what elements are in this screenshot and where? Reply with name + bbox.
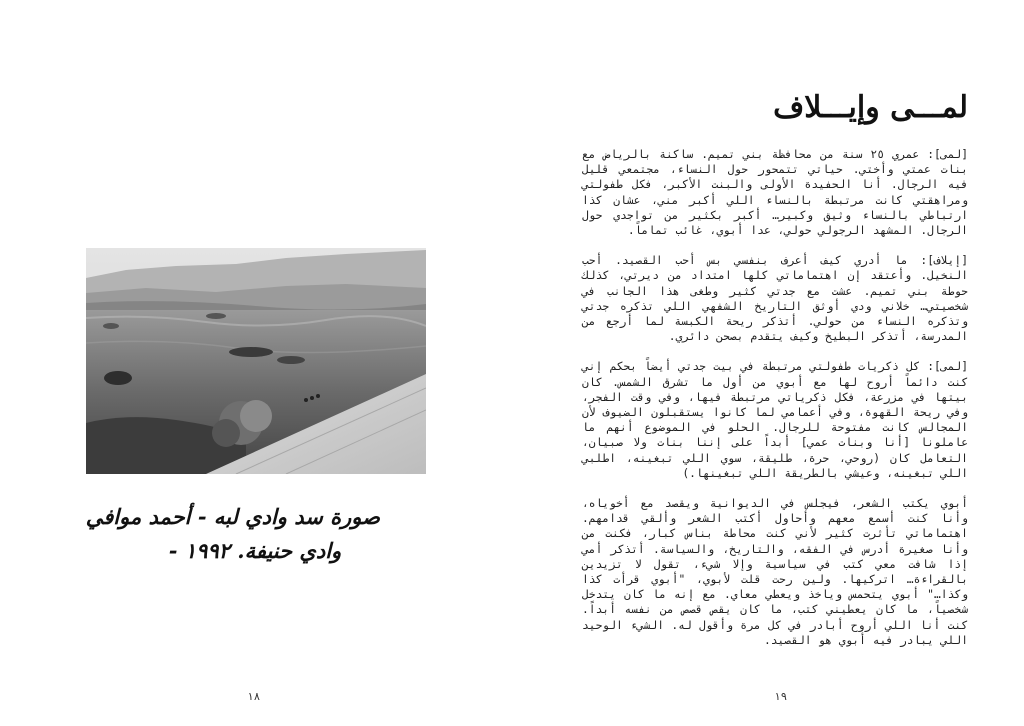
paragraph-2: [إيلاف]: ما أدري كيف أعرف بنفسي بس أحب القصيد. أحب النخيل. وأعتقد إن اهتماماتي كلها امتداد من ديرتي، كذلك حوطة بني تميم. عشت مع جدتي كثير وطغى هذا الجانب في شخصيتي… خلاني ودي أوثق التاريخ الشفهي اللي تذكره جدتي وتذكره النساء من حولي. أتذكر ريحة الكبسة لما أرجع من المدرسة، أتذكر البطيخ وكيف يتقدم بصحن دائري.	[582, 254, 968, 344]
paragraph-4: أبوي يكتب الشعر، فيجلس في الديوانية ويقصد مع أخوياه، وأنا كنت أسمع معهم وأحاول أكتب الشعر وألقي قدامهم. اهتماماتي تأثرت كثير لأني كنت محاطة بناس كبار، فكنت من وأنا صغيرة أدرس في الفقه، والتاريخ، والسياسة. أتذكر أمي إذا شافت معي كتب في سياسية وإلا شيء، تقول لا تزيدين بالقراءة… اتركيها. ولين رحت قلت لأبوي، "أبوي قرأت كذا وكذا…" أبوي يتحمس وياخذ ويعطي معاي. مع إنه ما كان يتدخل شخصياً، ما كان يعطيني كتب، ما كان يقص قصص من نفسه أبداً. كنت أنا اللي أروح أبادر في كل مرة وأقول له. الشيء الوحيد اللي يبادر فيه أبوي هو القصيد.	[582, 497, 968, 647]
page-number-right: ١٩	[774, 690, 788, 703]
photo-caption	[85, 500, 380, 568]
body-text	[582, 147, 968, 663]
caption-line-1: صورة سد وادي لبه - أحمد موافي	[85, 504, 380, 529]
chapter-title: لمـــى وإيـــلاف	[773, 90, 968, 125]
paragraph-1: [لمى]: عمري ٢٥ سنة من محافظة بني تميم. ساكنة بالرياض مع بنات عمتي وأختي. حياتي تتمحور حول النساء، مجتمعي قليل فيه الرجال. أنا الحفيدة الأولى والبنت الأكبر، فكل طفولتي ومراهقتي كانت مرتبطة بالنساء اللي أكبر مني، عشان كذا ارتباطي بالنساء وثيق وكبير… أكبر بكثير من تواجدي حول الرجال. المشهد الرجولي حولي، عدا أبوي، غائب تماماً.	[582, 148, 968, 238]
paragraph-3: [لمى]: كل ذكريات طفولتي مرتبطة في بيت جدتي أيضاً بحكم إني كنت دائماً أروح لها مع أبوي من أول ما تشرق الشمس. كان بيتها في مزرعة، فكل ذكرياتي مرتبطة فيها، وفي وقت الفجر، وفي ريحة القهوة، وفي أعمامي لما كانوا يستقبلون الضيوف لأن المجالس كانت مفتوحة للرجال. الحلو في الموضوع أنهم ما عاملونا [أنا وبنات عمي] أبداً على إننا بنات ولا صبيان، التعامل كان (روحي، حرة، طليقة، سوي اللي تبغينه، اطلبي اللي تبغينه، وعيشي بالطريقة اللي تبغينها.)	[582, 360, 968, 480]
right-page	[512, 0, 1024, 726]
page-number-left: ١٨	[247, 690, 261, 703]
dam-lake-photo	[86, 248, 426, 474]
caption-line-2: وادي حنيفة. ١٩٩٢ -	[168, 538, 342, 563]
